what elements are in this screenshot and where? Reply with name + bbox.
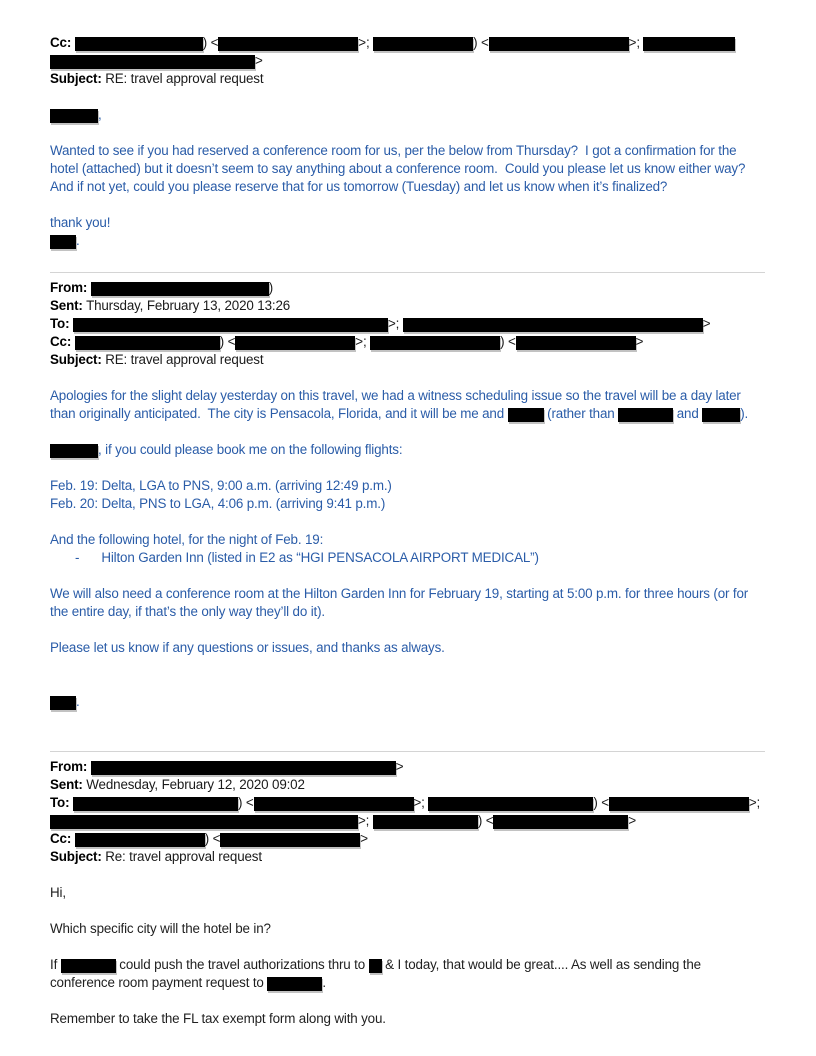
message-body (50, 88, 765, 268)
text-segment: >; (355, 334, 371, 349)
header-label: From: (50, 759, 88, 774)
text-segment: and (673, 406, 703, 421)
text-segment: Re: travel approval request (101, 849, 262, 864)
blank-line (50, 567, 765, 585)
redaction-bar (428, 797, 593, 811)
email-thread (50, 34, 765, 1028)
paragraph (50, 477, 765, 495)
redaction-bar (702, 408, 740, 422)
redaction-bar (50, 109, 98, 123)
text-segment: could push the travel authorizations thru to (115, 957, 369, 972)
redaction-bar (493, 815, 628, 829)
blank-line (50, 369, 765, 387)
text-segment: > (628, 813, 637, 828)
text-segment: RE: travel approval request (101, 71, 264, 86)
text-segment: ) < (204, 831, 221, 846)
blank-line (50, 196, 765, 214)
blank-line (50, 866, 765, 884)
paragraph (50, 693, 765, 711)
text-segment: ) < (219, 334, 236, 349)
blank-line (50, 902, 765, 920)
paragraph (50, 884, 765, 902)
redaction-bar (609, 797, 749, 811)
header-label: To: (50, 795, 70, 810)
header-label: Subject: (50, 352, 102, 367)
text-segment: Thursday, February 13, 2020 13:26 (82, 298, 291, 313)
text-segment: Wanted to see if you had reserved a conference room for us, per the below from Thursday? I got a confirmation for the hotel (attached) but it doesn’t seem to say anything about a conference room. Could you please let us know either way? And if not yet, could you please reserve that for us tomorrow (Tuesday) and let us know when it’s finalized? (50, 143, 752, 194)
text-segment: We will also need a conference room at the Hilton Garden Inn for February 19, starting at 5:00 p.m. for three hours (or for the entire day, if that’s the only way they’ll do it). (50, 586, 752, 619)
blank-line (50, 675, 765, 693)
redaction-bar (235, 336, 355, 350)
text-segment: Hi, (50, 885, 66, 900)
redaction-bar (50, 235, 76, 249)
text-segment: If (50, 957, 61, 972)
text-segment: . (76, 694, 80, 709)
redaction-bar (61, 959, 116, 973)
text-segment: - (75, 550, 80, 565)
redaction-bar (369, 959, 382, 973)
text-segment: . (76, 233, 80, 248)
text-segment: > (702, 316, 711, 331)
header-line (50, 812, 765, 830)
redaction-bar (91, 282, 269, 296)
text-segment: Feb. 19: Delta, LGA to PNS, 9:00 a.m. (arriving 12:49 p.m.) (50, 478, 392, 493)
text-segment: Apologies for the slight delay yesterday on this travel, we had a witness scheduling issue so the travel will be a day later than originally anticipated. The city is Pensacola, Florida, and it will be me and (50, 388, 745, 421)
blank-line (50, 124, 765, 142)
redaction-bar (370, 336, 500, 350)
paragraph (50, 956, 765, 992)
header-line (50, 848, 765, 866)
message-top-partial (50, 34, 765, 268)
redaction-bar (618, 408, 673, 422)
blank-line (50, 423, 765, 441)
header-line (50, 830, 765, 848)
message-body (50, 369, 765, 747)
header-line (50, 52, 765, 70)
text-segment: . (322, 975, 326, 990)
text-segment: ) < (202, 35, 219, 50)
paragraph (50, 214, 765, 232)
text-segment: , (98, 107, 102, 122)
header-line (50, 776, 765, 794)
text-segment: ) < (237, 795, 254, 810)
paragraph (50, 585, 765, 621)
blank-line (50, 657, 765, 675)
message-header (50, 279, 765, 369)
text-segment: thank you! (50, 215, 111, 230)
redaction-bar (50, 696, 76, 710)
text-segment: And the following hotel, for the night of Feb. 19: (50, 532, 324, 547)
paragraph (50, 495, 765, 513)
blank-line (50, 621, 765, 639)
text-segment: > (395, 759, 404, 774)
text-segment: Please let us know if any questions or issues, and thanks as always. (50, 640, 445, 655)
text-segment: >; (387, 316, 403, 331)
header-line (50, 70, 765, 88)
blank-line (50, 938, 765, 956)
redaction-bar (73, 318, 388, 332)
text-segment: & I today, that would be great.... As well as sending the conference room payment request to (50, 957, 705, 990)
blank-line (50, 250, 765, 268)
header-line (50, 758, 765, 776)
text-segment: (rather than (543, 406, 619, 421)
message-separator (50, 272, 765, 273)
redaction-bar (516, 336, 636, 350)
text-segment: >; (358, 35, 374, 50)
redaction-bar (373, 815, 478, 829)
header-line (50, 297, 765, 315)
message-feb-12 (50, 751, 765, 1028)
text-segment: Which specific city will the hotel be in? (50, 921, 271, 936)
header-line (50, 333, 765, 351)
header-label: Sent: (50, 298, 83, 313)
redaction-bar (75, 833, 205, 847)
text-segment: >; (358, 813, 373, 828)
redaction-bar (91, 761, 396, 775)
paragraph (50, 387, 765, 423)
text-segment: > (360, 831, 368, 846)
redaction-bar (50, 815, 358, 829)
text-segment: RE: travel approval request (101, 352, 264, 367)
paragraph (50, 549, 765, 567)
redaction-bar (50, 444, 98, 458)
redaction-bar (508, 408, 544, 422)
text-segment: >; (748, 795, 761, 810)
redaction-bar (643, 37, 735, 51)
header-label: From: (50, 280, 88, 295)
message-separator (50, 751, 765, 752)
blank-line (50, 459, 765, 477)
redaction-bar (75, 37, 203, 51)
message-header (50, 758, 765, 866)
redaction-bar (254, 797, 414, 811)
header-label: Subject: (50, 71, 102, 86)
header-label: Cc: (50, 831, 72, 846)
text-segment: Hilton Garden Inn (listed in E2 as “HGI PENSACOLA AIRPORT MEDICAL”) (101, 550, 539, 565)
redaction-bar (50, 55, 255, 69)
header-label: Cc: (50, 334, 72, 349)
header-line (50, 794, 765, 812)
text-segment: > (635, 334, 644, 349)
text-segment: > (255, 53, 263, 68)
paragraph (50, 142, 765, 196)
paragraph (50, 1010, 765, 1028)
header-line (50, 351, 765, 369)
blank-line (50, 729, 765, 747)
header-line (50, 315, 765, 333)
header-line (50, 279, 765, 297)
paragraph (50, 639, 765, 657)
text-segment: ) < (473, 35, 489, 50)
blank-line (50, 711, 765, 729)
paragraph (50, 441, 765, 459)
text-segment: Remember to take the FL tax exempt form along with you. (50, 1011, 386, 1026)
message-body (50, 866, 765, 1028)
message-feb-13 (50, 272, 765, 747)
header-label: To: (50, 316, 70, 331)
text-segment: Feb. 20: Delta, PNS to LGA, 4:06 p.m. (arriving 9:41 p.m.) (50, 496, 386, 511)
redaction-bar (75, 336, 220, 350)
redaction-bar (267, 977, 322, 991)
paragraph (50, 531, 765, 549)
text-segment: ) (268, 280, 274, 295)
text-segment: , if you could please book me on the following flights: (98, 442, 403, 457)
message-header (50, 34, 765, 88)
text-segment: >; (413, 795, 429, 810)
redaction-bar (218, 37, 358, 51)
redaction-bar (373, 37, 473, 51)
paragraph (50, 106, 765, 124)
text-segment: ) < (500, 334, 516, 349)
blank-line (50, 513, 765, 531)
text-segment: Wednesday, February 12, 2020 09:02 (82, 777, 305, 792)
header-label: Subject: (50, 849, 102, 864)
text-segment: ). (740, 406, 749, 421)
redaction-bar (220, 833, 360, 847)
redaction-bar (73, 797, 238, 811)
header-line (50, 34, 765, 52)
redaction-bar (489, 37, 629, 51)
text-segment: >; (628, 35, 644, 50)
header-label: Sent: (50, 777, 83, 792)
header-label: Cc: (50, 35, 72, 50)
paragraph (50, 920, 765, 938)
blank-line (50, 992, 765, 1010)
blank-line (50, 88, 765, 106)
text-segment: ) < (477, 813, 494, 828)
redaction-bar (403, 318, 703, 332)
text-segment: ) < (593, 795, 609, 810)
paragraph (50, 232, 765, 250)
